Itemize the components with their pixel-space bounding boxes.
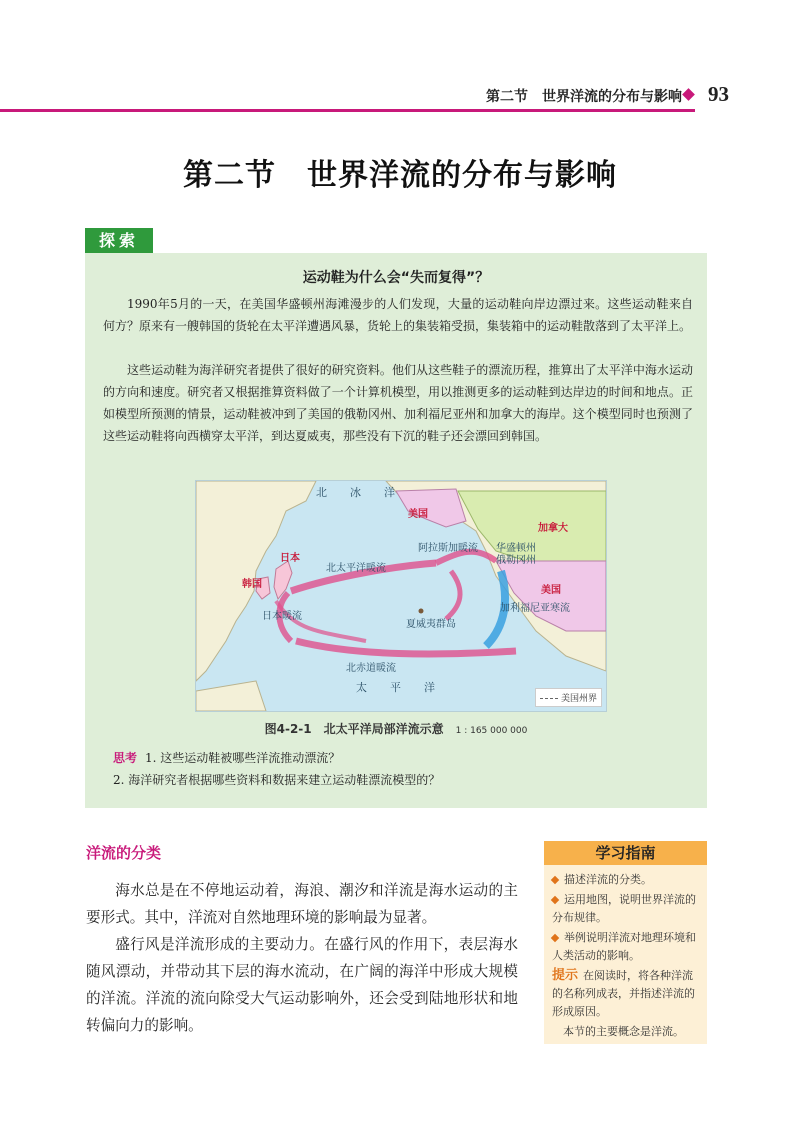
study-guide-title: 学习指南 [544, 841, 707, 865]
map-label-japan: 日本 [280, 553, 300, 564]
page-number: 93 [708, 82, 729, 106]
guide-item: 运用地图，说明世界洋流的分布规律。 [552, 893, 696, 924]
study-guide-box [544, 841, 707, 1044]
map-label-n-equatorial-current: 北赤道暖流 [346, 663, 396, 674]
map-label-korea: 韩国 [242, 579, 262, 590]
map-label-kuroshio: 日本暖流 [262, 611, 302, 622]
map-label-california-current: 加利福尼亚寒流 [500, 603, 570, 614]
figure-caption: 图4-2-1 北太平洋局部洋流示意 1 : 165 000 000 [264, 722, 528, 736]
diamond-bullet-icon [551, 934, 559, 942]
australia-landmass [196, 681, 266, 711]
map-label-usa: 美国 [541, 585, 561, 596]
subsection-heading: 洋流的分类 [86, 844, 162, 862]
study-guide-list [552, 871, 702, 1043]
guide-item: 描述洋流的分类。 [552, 871, 702, 889]
map-graphic [196, 481, 606, 711]
map-label-arctic: 北 冰 洋 [316, 486, 401, 499]
diamond-bullet-icon [551, 896, 559, 904]
map-label-pacific: 太 平 洋 [356, 681, 441, 694]
body-paragraph: 海水总是在不停地运动着，海浪、潮汐和洋流是海水运动的主要形式。其中，洋流对自然地理环境的影响最为显著。 [86, 882, 518, 926]
section-title: 第二节 世界洋流的分布与影响 [183, 158, 617, 193]
map-label-oregon: 俄勒冈州 [496, 555, 536, 566]
explore-tag: 探索 [85, 228, 153, 253]
think-label: 思考 [113, 751, 138, 765]
inner-loop-arrow [446, 571, 460, 619]
diamond-icon [682, 88, 695, 101]
explore-paragraph: 1990年5月的一天，在美国华盛顿州海滩漫步的人们发现，大量的运动鞋向岸边漂过来。这些运动鞋来自何方？原来有一艘韩国的货轮在太平洋遭遇风暴，货轮上的集装箱受损，集装箱中的运动鞋散落到了太平洋上。 [103, 297, 693, 333]
hawaii-island [419, 609, 424, 614]
map-label-canada: 加拿大 [538, 523, 568, 534]
explore-paragraph: 这些运动鞋为海洋研究者提供了很好的研究资料。他们从这些鞋子的漂流历程，推算出了太平洋中海水运动的方向和速度。研究者又根据推算资料做了一个计算机模型，用以推测更多的运动鞋到达岸边的时间和地点。正如模型所预测的情景，运动鞋被冲到了美国的俄勒冈州、加利福尼亚州和加拿大的海岸。这个模型同时也预测了这些运动鞋将向西横穿太平洋，到达夏威夷，那些没有下沉的鞋子还会漂回到韩国。 [103, 363, 693, 443]
explore-box [85, 253, 707, 808]
map-legend: 美国州界 [535, 688, 602, 707]
guide-note: 本节的主要概念是洋流。 [563, 1025, 684, 1038]
diamond-bullet-icon [551, 876, 559, 884]
alaska-landmass [396, 489, 466, 527]
map-label-n-pacific-current: 北太平洋暖流 [326, 563, 386, 574]
figure-scale: 1 : 165 000 000 [455, 726, 528, 736]
pacific-currents-map [195, 480, 607, 712]
guide-item: 举例说明洋流对地理环境和人类活动的影响。 [552, 931, 696, 962]
guide-tip: 提示 在阅读时，将各种洋流的名称列成表，并指述洋流的形成原因。 [552, 968, 695, 1018]
map-label-usa-alaska: 美国 [408, 509, 428, 520]
tip-label: 提示 [552, 968, 579, 983]
header-divider [0, 109, 695, 112]
think-questions [113, 747, 440, 791]
north-equatorial-current-arrow [296, 641, 516, 654]
running-header [0, 84, 800, 114]
japan-landmass [274, 561, 292, 599]
map-label-washington: 华盛顿州 [496, 543, 536, 554]
map-label-alaska-current: 阿拉斯加暖流 [418, 543, 478, 554]
question-1: 1. 这些运动鞋被哪些洋流推动漂流？ [145, 751, 341, 765]
question-2: 2. 海洋研究者根据哪些资料和数据来建立运动鞋漂流模型的？ [113, 773, 441, 787]
body-paragraph: 盛行风是洋流形成的主要动力。在盛行风的作用下，表层海水随风漂动，并带动其下层的海水流动，在广阔的海洋中形成大规模的洋流。洋流的流向除受大气运动影响外，还会受到陆地形状和地转偏向力的影响。 [86, 936, 518, 1034]
map-label-hawaii: 夏威夷群岛 [406, 619, 456, 630]
explore-heading: 运动鞋为什么会“失而复得”？ [302, 270, 490, 286]
running-header-section: 第二节 世界洋流的分布与影响 [486, 89, 682, 105]
